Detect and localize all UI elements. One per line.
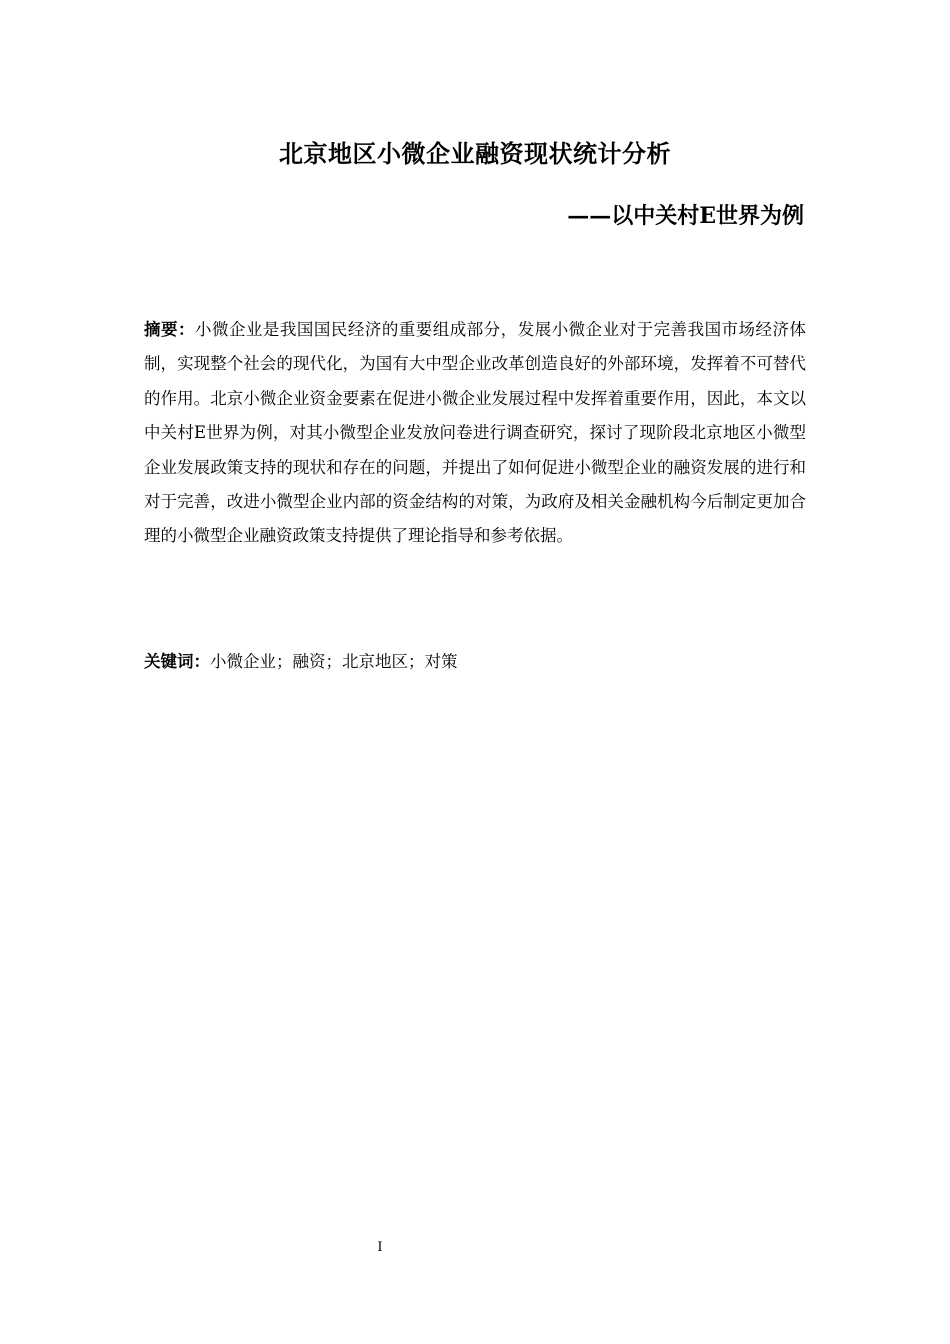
document-subtitle: ——以中关村E世界为例	[567, 203, 804, 229]
abstract-label: 摘要：	[144, 320, 195, 339]
abstract-text: 小微企业是我国国民经济的重要组成部分，发展小微企业对于完善我国市场经济体制，实现整个社会的现代化，为国有大中型企业改革创造良好的外部环境，发挥着不可替代的作用。北京小微企业资金要素在促进小微企业发展过程中发挥着重要作用，因此，本文以中关村E世界为例，对其小微型企业发放问卷进行调查研究，探讨了现阶段北京地区小微型企业发展政策支持的现状和存在的问题，并提出了如何促进小微型企业的融资发展的进行和对于完善，改进小微型企业内部的资金结构的对策，为政府及相关金融机构今后制定更加合理的小微型企业融资政策支持提供了理论指导和参考依据。	[144, 320, 807, 546]
keywords-text: 小微企业；融资；北京地区；对策	[210, 652, 458, 671]
abstract-paragraph	[144, 313, 806, 554]
document-title: 北京地区小微企业融资现状统计分析	[279, 139, 671, 168]
keywords-label: 关键词：	[144, 652, 210, 671]
page-number: I	[377, 1240, 383, 1255]
keywords-line	[144, 647, 458, 677]
